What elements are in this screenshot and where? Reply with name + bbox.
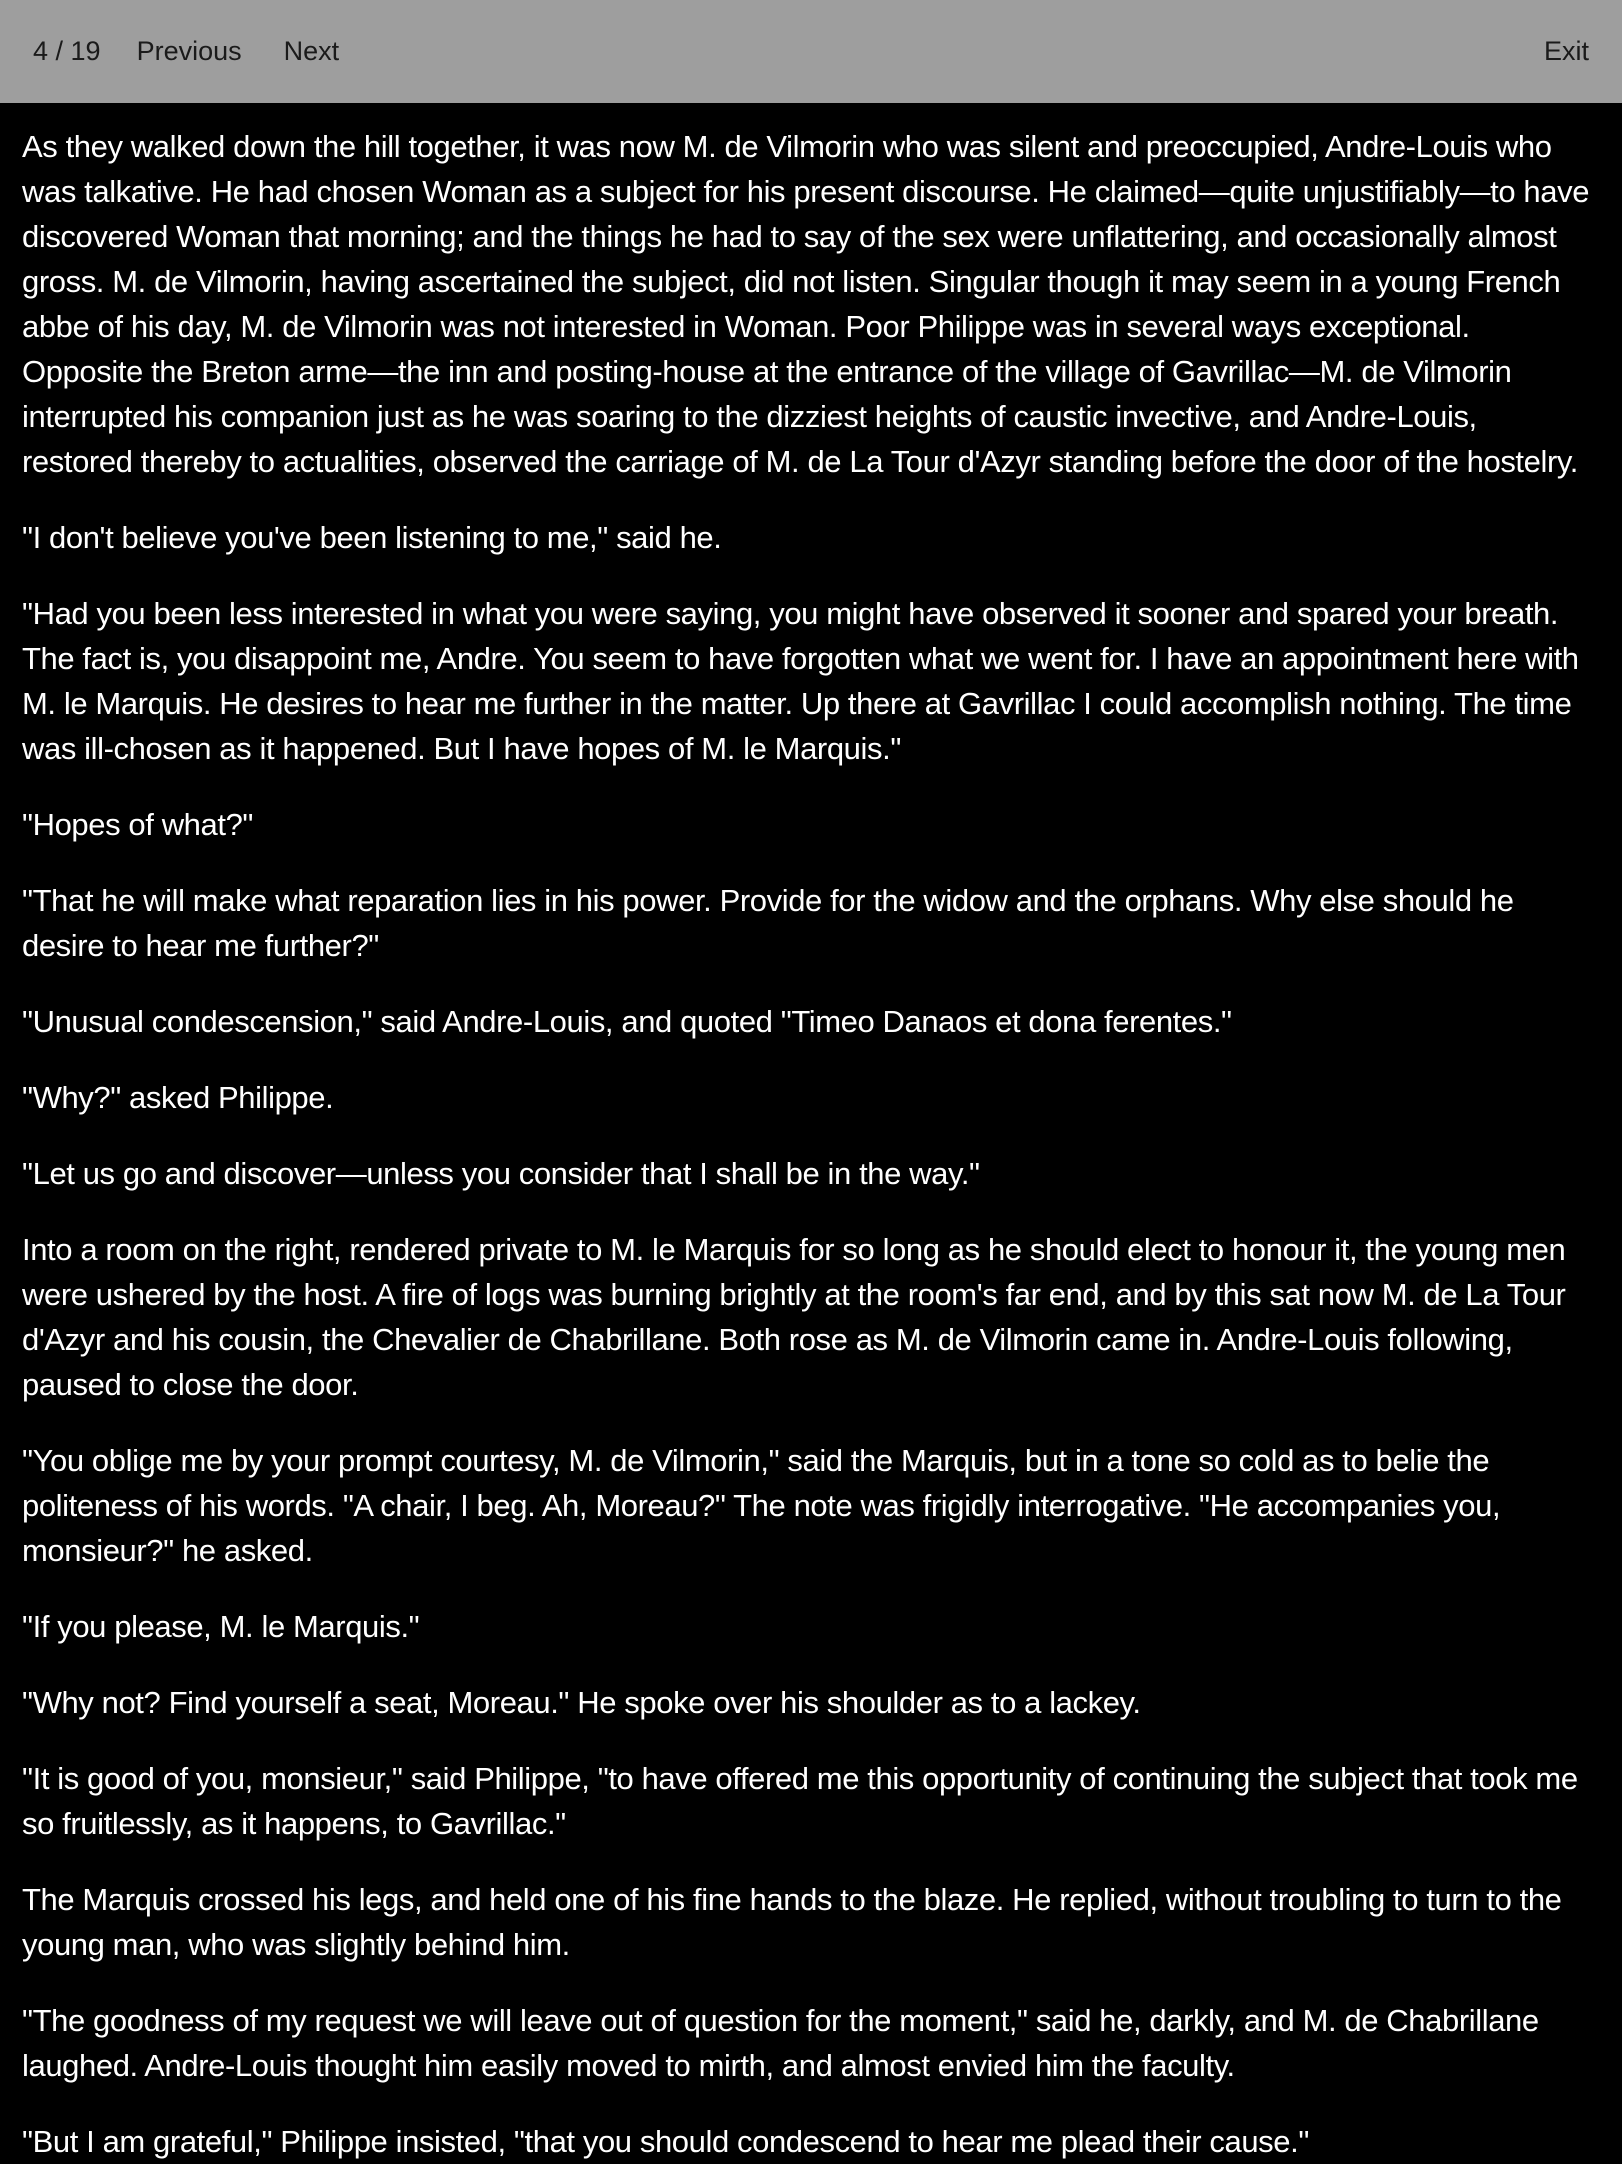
- paragraph: "I don't believe you've been listening to me," said he.: [22, 520, 722, 555]
- paragraph: "Had you been less interested in what you were saying, you might have observed it sooner and spared your breath. The fact is, you disappoint me, Andre. You seem to have forgotten what we went for. I have an appointment here with M. le Marquis. He desires to hear me further in the matter. Up there at Gavrillac I could accomplish nothing. The time was ill-chosen as it happened. But I have hopes of M. le Marquis.": [22, 596, 1579, 766]
- paragraph: "That he will make what reparation lies in his power. Provide for the widow and the orphans. Why else should he desire to hear me further?": [22, 883, 1514, 963]
- next-button[interactable]: Next: [283, 36, 340, 66]
- exit-button[interactable]: Exit: [1543, 36, 1589, 66]
- paragraph: "Unusual condescension," said Andre-Louis, and quoted "Timeo Danaos et dona ferentes.": [22, 1004, 1232, 1039]
- paragraph: "If you please, M. le Marquis.": [22, 1609, 420, 1644]
- paragraph: "You oblige me by your prompt courtesy, M. de Vilmorin," said the Marquis, but in a tone so cold as to belie the politeness of his words. "A chair, I beg. Ah, Moreau?" The note was frigidly interrogative. "He accompanies you, monsieur?" he asked.: [22, 1443, 1501, 1568]
- reader-toolbar: [0, 0, 1622, 103]
- paragraph: As they walked down the hill together, it was now M. de Vilmorin who was silent and preoccupied, Andre-Louis who was talkative. He had chosen Woman as a subject for his present discourse. He claimed—quite unjustifiably—to have discovered Woman that morning; and the things he had to say of the sex were unflattering, and occasionally almost gross. M. de Vilmorin, having ascertained the subject, did not listen. Singular though it may seem in a young French abbe of his day, M. de Vilmorin was not interested in Woman. Poor Philippe was in several ways exceptional. Opposite the Breton arme—the inn and posting-house at the entrance of the village of Gavrillac—M. de Vilmorin interrupted his companion just as he was soaring to the dizziest heights of caustic invective, and Andre-Louis, restored thereby to actualities, observed the carriage of M. de La Tour d'Azyr standing before the door of the hostelry.: [22, 129, 1590, 479]
- previous-button[interactable]: Previous: [136, 36, 242, 66]
- paragraph: "The goodness of my request we will leave out of question for the moment," said he, darkly, and M. de Chabrillane laughed. Andre-Louis thought him easily moved to mirth, and almost envied him the faculty.: [22, 2003, 1539, 2083]
- reader-page-content: [0, 103, 1622, 2164]
- paragraph: "Why not? Find yourself a seat, Moreau." He spoke over his shoulder as to a lackey.: [22, 1685, 1141, 1720]
- paragraph: "Hopes of what?": [22, 807, 254, 842]
- paragraph: The Marquis crossed his legs, and held one of his fine hands to the blaze. He replied, without troubling to turn to the young man, who was slightly behind him.: [22, 1882, 1562, 1962]
- paragraph: "It is good of you, monsieur," said Philippe, "to have offered me this opportunity of continuing the subject that took me so fruitlessly, as it happens, to Gavrillac.": [22, 1761, 1578, 1841]
- paragraph: Into a room on the right, rendered private to M. le Marquis for so long as he should elect to honour it, the young men were ushered by the host. A fire of logs was burning brightly at the room's far end, and by this sat now M. de La Tour d'Azyr and his cousin, the Chevalier de Chabrillane. Both rose as M. de Vilmorin came in. Andre-Louis following, paused to close the door.: [22, 1232, 1566, 1402]
- paragraph: "Why?" asked Philippe.: [22, 1080, 334, 1115]
- paragraph: "Let us go and discover—unless you consider that I shall be in the way.": [22, 1156, 980, 1191]
- page-indicator: 4 / 19: [33, 36, 101, 66]
- paragraph: "But I am grateful," Philippe insisted, "that you should condescend to hear me plead their cause.": [22, 2124, 1309, 2159]
